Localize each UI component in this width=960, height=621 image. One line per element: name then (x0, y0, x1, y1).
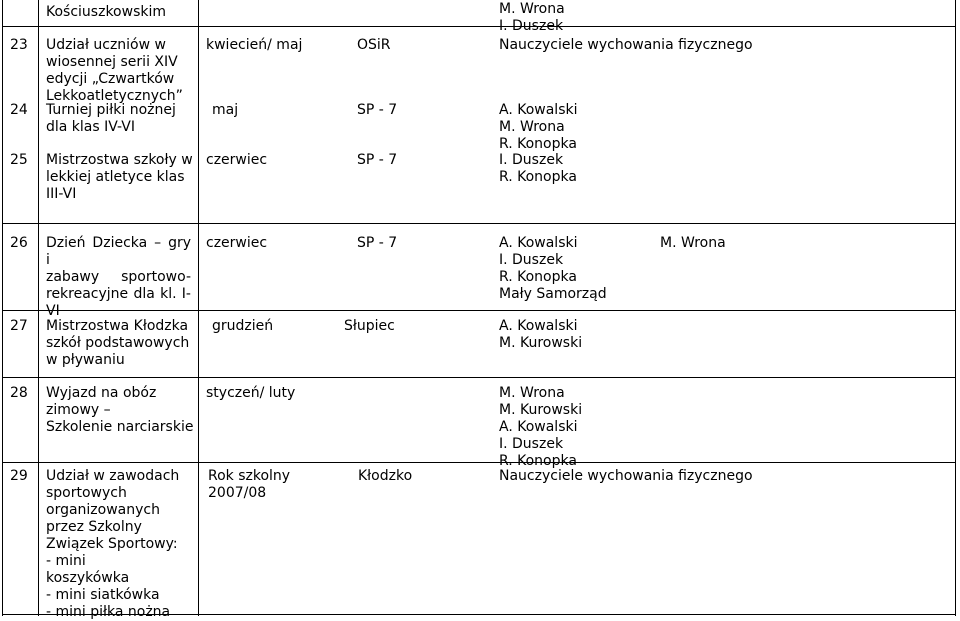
event-date: czerwiec (206, 152, 268, 168)
event-date: maj (212, 102, 239, 118)
row-separator (2, 377, 956, 378)
row-separator (2, 26, 956, 27)
column-divider-title (198, 0, 199, 616)
event-title: Wyjazd na obóz zimowy – Szkolenie narciarskie (46, 385, 194, 435)
column-divider-number (38, 0, 39, 616)
row-separator (2, 462, 956, 463)
event-place: SP - 7 (357, 102, 398, 118)
table-border-left (2, 0, 3, 616)
event-title: Mistrzostwa Kłodzka szkół podstawowych w pływaniu (46, 318, 190, 368)
event-date: styczeń/ luty (206, 385, 296, 401)
row-number: 26 (10, 235, 28, 251)
event-date: Rok szkolny 2007/08 (208, 468, 291, 501)
event-place: OSiR (357, 37, 391, 53)
event-place: Słupiec (344, 318, 395, 334)
responsible-persons: M. Wrona M. Kurowski A. Kowalski I. Duszek R. Konopka (499, 385, 583, 469)
event-title: Mistrzostwa szkoły w lekkiej atletyce klas III-VI (46, 152, 193, 202)
row-number: 29 (10, 468, 28, 484)
event-date: grudzień (212, 318, 274, 334)
event-title: Turniej piłki nożnej dla klas IV-VI (46, 102, 176, 135)
responsible-persons: A. Kowalski I. Duszek R. Konopka Mały Samorząd (499, 235, 607, 302)
table-border-right (955, 0, 956, 616)
row-separator (2, 223, 956, 224)
event-place: SP - 7 (357, 235, 398, 251)
event-title: Udział uczniów w wiosennej serii XIV edycji „Czwartków Lekkoatletycznych” (46, 37, 183, 104)
responsible-persons: M. Wrona I. Duszek (499, 1, 565, 34)
row-number: 25 (10, 152, 28, 168)
responsible-persons: A. Kowalski M. Kurowski (499, 318, 583, 351)
responsible-persons: I. Duszek R. Konopka (499, 152, 577, 185)
event-title: Kościuszkowskim (46, 4, 166, 20)
row-number: 27 (10, 318, 28, 334)
event-place: Kłodzko (358, 468, 413, 484)
row-number: 28 (10, 385, 28, 401)
event-title: Udział w zawodach sportowych organizowanych przez Szkolny Związek Sportowy: - mini koszykówka - mini siatkówka - mini piłka nożna (46, 468, 180, 620)
event-place: SP - 7 (357, 152, 398, 168)
row-number: 24 (10, 102, 28, 118)
row-number: 23 (10, 37, 28, 53)
responsible-persons: Nauczyciele wychowania fizycznego (499, 468, 753, 484)
event-date: czerwiec (206, 235, 268, 251)
responsible-persons: Nauczyciele wychowania fizycznego (499, 37, 753, 53)
additional-person: M. Wrona (660, 235, 726, 251)
responsible-persons: A. Kowalski M. Wrona R. Konopka (499, 102, 578, 152)
event-title: Dzień Dziecka – gry i zabawy sportowo- rekreacyjne dla kl. I- VI (46, 235, 191, 319)
event-date: kwiecień/ maj (206, 37, 303, 53)
